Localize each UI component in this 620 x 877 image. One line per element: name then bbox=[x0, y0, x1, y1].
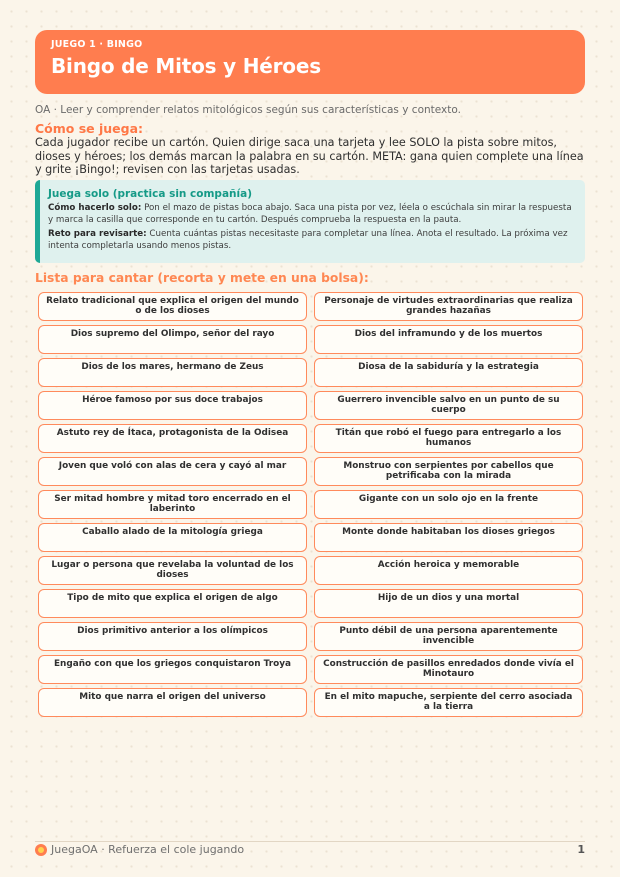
clue-card: Monte donde habitaban los dioses griegos bbox=[314, 523, 583, 552]
footer-brand: JuegaOA · Refuerza el cole jugando bbox=[51, 843, 245, 856]
clue-card: Gigante con un solo ojo en la frente bbox=[314, 490, 583, 519]
clue-card: Astuto rey de Ítaca, protagonista de la Odisea bbox=[38, 424, 307, 453]
header-banner bbox=[35, 30, 585, 94]
clue-card: Dios de los mares, hermano de Zeus bbox=[38, 358, 307, 387]
clue-card: Tipo de mito que explica el origen de algo bbox=[38, 589, 307, 618]
clue-card: Lugar o persona que revelaba la voluntad de los dioses bbox=[38, 556, 307, 585]
clue-card: Relato tradicional que explica el origen del mundo o de los dioses bbox=[38, 292, 307, 321]
clue-card: Acción heroica y memorable bbox=[314, 556, 583, 585]
clue-card: Joven que voló con alas de cera y cayó al mar bbox=[38, 457, 307, 486]
clue-card-grid bbox=[38, 292, 583, 717]
solo-how-label: Cómo hacerlo solo: bbox=[48, 203, 142, 213]
clue-card: Dios primitivo anterior a los olímpicos bbox=[38, 622, 307, 651]
howto-text: Cada jugador recibe un cartón. Quien dirige saca una tarjeta y lee SOLO la pista sobre mitos, dioses y héroes; los demás marcan la palabra en su cartón. META: gana quien complete una línea y grite ¡Bingo!; revisen con las tarjetas usadas. bbox=[35, 136, 584, 177]
footer bbox=[35, 843, 585, 856]
clue-card: Dios supremo del Olimpo, señor del rayo bbox=[38, 325, 307, 354]
solo-title: Juega solo (practica sin compañía) bbox=[48, 188, 252, 200]
solo-challenge-text: Cuenta cuántas pistas necesitaste para completar una línea. Anota el resultado. La próxima vez intenta completarla usando menos pistas. bbox=[48, 229, 568, 251]
game-kicker: JUEGO 1 · BINGO bbox=[51, 39, 143, 50]
clue-card: Hijo de un dios y una mortal bbox=[314, 589, 583, 618]
clue-card: Dios del inframundo y de los muertos bbox=[314, 325, 583, 354]
clue-card: Engaño con que los griegos conquistaron Troya bbox=[38, 655, 307, 684]
clue-card: Ser mitad hombre y mitad toro encerrado en el laberinto bbox=[38, 490, 307, 519]
clue-card: Héroe famoso por sus doce trabajos bbox=[38, 391, 307, 420]
page-number: 1 bbox=[577, 843, 585, 856]
page-title: Bingo de Mitos y Héroes bbox=[51, 54, 321, 78]
solo-how-paragraph bbox=[48, 203, 575, 226]
clue-card: Diosa de la sabiduría y la estrategia bbox=[314, 358, 583, 387]
learning-objective: OA · Leer y comprender relatos mitológicos según sus características y contexto. bbox=[35, 104, 461, 116]
clue-list-heading: Lista para cantar (recorta y mete en una bolsa): bbox=[35, 271, 369, 285]
clue-card: Titán que robó el fuego para entregarlo a los humanos bbox=[314, 424, 583, 453]
solo-practice-box bbox=[35, 180, 585, 263]
clue-card: Caballo alado de la mitología griega bbox=[38, 523, 307, 552]
clue-card: Guerrero invencible salvo en un punto de su cuerpo bbox=[314, 391, 583, 420]
howto-heading: Cómo se juega: bbox=[35, 121, 144, 136]
solo-challenge-label: Reto para revisarte: bbox=[48, 229, 147, 240]
clue-card: Punto débil de una persona aparentemente invencible bbox=[314, 622, 583, 651]
clue-card: Monstruo con serpientes por cabellos que petrificaba con la mirada bbox=[314, 457, 583, 486]
solo-challenge-paragraph bbox=[48, 229, 575, 252]
brand-logo-icon bbox=[35, 844, 47, 856]
clue-card: Personaje de virtudes extraordinarias que realiza grandes hazañas bbox=[314, 292, 583, 321]
solo-how-text: Pon el mazo de pistas boca abajo. Saca una pista por vez, léela o escúchala sin mirar la respuesta y marca la casilla que corresponde en tu cartón. Después comprueba la respuesta en la pauta. bbox=[48, 203, 572, 225]
clue-card: En el mito mapuche, serpiente del cerro asociada a la tierra bbox=[314, 688, 583, 717]
clue-card: Mito que narra el origen del universo bbox=[38, 688, 307, 717]
clue-card: Construcción de pasillos enredados donde vivía el Minotauro bbox=[314, 655, 583, 684]
footer-divider bbox=[35, 841, 585, 842]
